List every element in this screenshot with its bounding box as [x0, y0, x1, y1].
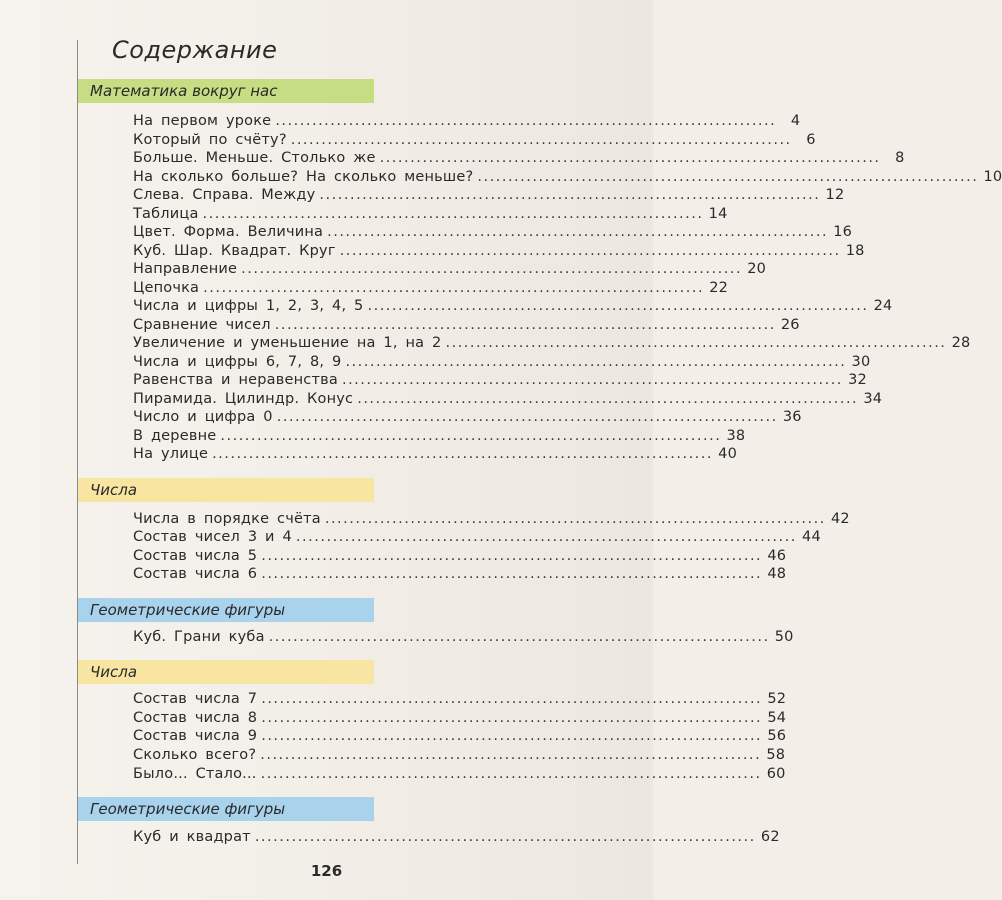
- toc-entry-title: На первом уроке: [133, 113, 272, 129]
- toc-entry: [133, 279, 729, 298]
- toc-entry-title: Куб и квадрат: [133, 829, 251, 845]
- toc-entry-page: 50: [774, 629, 794, 645]
- toc-entry-page: 10: [983, 169, 1002, 185]
- leader-dots: ..................................................................................: [261, 548, 763, 564]
- leader-dots: ..................................................................................: [477, 169, 979, 185]
- leader-dots: ..................................................................................: [339, 243, 841, 259]
- toc-entry-title: Направление: [133, 261, 238, 277]
- toc-entry: [133, 528, 821, 547]
- toc-entry-page: 30: [851, 354, 871, 370]
- section-heading-geometric-figures: Геометрические фигуры: [78, 797, 374, 821]
- leader-dots: ..................................................................................: [260, 747, 762, 763]
- leader-dots: ..................................................................................: [261, 710, 763, 726]
- leader-dots: ..................................................................................: [268, 629, 770, 645]
- toc-entry: [133, 149, 905, 168]
- leader-dots: ..................................................................................: [327, 224, 829, 240]
- leader-dots: ..................................................................................: [220, 428, 722, 444]
- toc-entry: [133, 297, 893, 316]
- leader-dots: ..................................................................................: [261, 728, 763, 744]
- toc-entry-page: 42: [830, 511, 850, 527]
- toc-entry-page: 60: [766, 766, 786, 782]
- toc-entry: [133, 628, 794, 647]
- toc-entry-page: 38: [726, 428, 746, 444]
- toc-entry-title: Равенства и неравенства: [133, 372, 338, 388]
- toc-entry-page: 52: [767, 691, 787, 707]
- toc-entry: [133, 131, 816, 150]
- leader-dots: ..................................................................................: [276, 409, 778, 425]
- toc-entry-title: Числа и цифры 6, 7, 8, 9: [133, 354, 342, 370]
- toc-entry: [133, 408, 802, 427]
- toc-entry-title: Состав числа 7: [133, 691, 258, 707]
- toc-entry-title: На улице: [133, 446, 209, 462]
- leader-dots: ..................................................................................: [445, 335, 947, 351]
- leader-dots: ..................................................................................: [357, 391, 859, 407]
- leader-dots: ..................................................................................: [379, 150, 881, 166]
- toc-entry-page: 4: [790, 113, 801, 129]
- toc-entry: [133, 186, 845, 205]
- section-heading-math-around-us: Математика вокруг нас: [78, 79, 374, 103]
- toc-entry-page: 46: [767, 548, 787, 564]
- leader-dots: ..................................................................................: [319, 187, 821, 203]
- section-heading-geometric-figures: Геометрические фигуры: [78, 598, 374, 622]
- section-heading-numbers: Числа: [78, 660, 374, 684]
- leader-dots: ..................................................................................: [261, 691, 763, 707]
- toc-entry: [133, 242, 865, 261]
- leader-dots: ..................................................................................: [324, 511, 826, 527]
- toc-entry-title: Числа в порядке счёта: [133, 511, 321, 527]
- toc-entry-title: Число и цифра 0: [133, 409, 273, 425]
- toc-entry-title: Сравнение чисел: [133, 317, 271, 333]
- toc-entry: [133, 746, 786, 765]
- toc-entry-title: Было... Стало...: [133, 766, 257, 782]
- leader-dots: ..................................................................................: [345, 354, 847, 370]
- leader-dots: ..................................................................................: [202, 206, 704, 222]
- toc-entry: [133, 565, 787, 584]
- leader-dots: ..................................................................................: [261, 566, 763, 582]
- toc-entry-page: 26: [780, 317, 800, 333]
- leader-dots: ..................................................................................: [290, 132, 792, 148]
- toc-entry-title: Таблица: [133, 206, 199, 222]
- toc-entry-page: 40: [718, 446, 738, 462]
- toc-entry: [133, 260, 767, 279]
- leader-dots: ..................................................................................: [212, 446, 714, 462]
- toc-entry-page: 16: [833, 224, 853, 240]
- toc-entry: [133, 727, 787, 746]
- page-number: 126: [310, 862, 343, 880]
- toc-entry-title: Состав числа 9: [133, 728, 258, 744]
- toc-entry-title: Сколько всего?: [133, 747, 257, 763]
- toc-entry: [133, 709, 787, 728]
- section-heading-numbers: Числа: [78, 478, 374, 502]
- leader-dots: ..................................................................................: [254, 829, 756, 845]
- toc-entry: [133, 828, 780, 847]
- toc-entry-page: 28: [951, 335, 971, 351]
- toc-entry-title: Куб. Грани куба: [133, 629, 265, 645]
- toc-entry-page: 32: [848, 372, 867, 388]
- toc-entry-title: Состав числа 6: [133, 566, 258, 582]
- toc-entry: [133, 427, 746, 446]
- toc-entry-title: Увеличение и уменьшение на 1, на 2: [133, 335, 442, 351]
- toc-entry-title: Состав чисел 3 и 4: [133, 529, 292, 545]
- toc-entry-page: 22: [709, 280, 729, 296]
- toc-entry: [133, 353, 871, 372]
- margin-rule: [77, 40, 78, 864]
- toc-entry-title: Цепочка: [133, 280, 200, 296]
- toc-entry-title: Состав числа 5: [133, 548, 258, 564]
- leader-dots: ..................................................................................: [260, 766, 762, 782]
- toc-entry-page: 36: [782, 409, 802, 425]
- toc-entry-page: 8: [895, 150, 905, 166]
- toc-entry-page: 18: [845, 243, 865, 259]
- toc-entry: [133, 445, 738, 464]
- toc-entry-page: 62: [760, 829, 780, 845]
- toc-entry-page: 44: [802, 529, 821, 545]
- toc-entry: [133, 112, 801, 131]
- toc-entry: [133, 371, 867, 390]
- toc-entry-title: Цвет. Форма. Величина: [133, 224, 324, 240]
- leader-dots: ..................................................................................: [275, 113, 777, 129]
- leader-dots: ..................................................................................: [274, 317, 776, 333]
- toc-entry-title: Пирамида. Цилиндр. Конус: [133, 391, 354, 407]
- toc-entry: [133, 205, 728, 224]
- leader-dots: ..................................................................................: [295, 529, 797, 545]
- page-title: Содержание: [112, 36, 278, 64]
- toc-entry-title: Числа и цифры 1, 2, 3, 4, 5: [133, 298, 364, 314]
- leader-dots: ..................................................................................: [203, 280, 705, 296]
- toc-entry: [133, 334, 971, 353]
- toc-entry-title: На сколько больше? На сколько меньше?: [133, 169, 474, 185]
- toc-entry-page: 20: [747, 261, 767, 277]
- toc-entry-page: 48: [767, 566, 787, 582]
- toc-entry: [133, 510, 850, 529]
- toc-entry-page: 24: [873, 298, 893, 314]
- toc-entry-title: Состав числа 8: [133, 710, 258, 726]
- toc-entry-page: 12: [825, 187, 845, 203]
- toc-entry-page: 54: [767, 710, 787, 726]
- toc-entry: [133, 765, 786, 784]
- toc-entry: [133, 390, 883, 409]
- toc-entry: [133, 547, 787, 566]
- toc-entry-page: 14: [708, 206, 728, 222]
- leader-dots: ..................................................................................: [341, 372, 843, 388]
- leader-dots: ..................................................................................: [241, 261, 743, 277]
- toc-entry: [133, 223, 853, 242]
- toc-entry-title: Слева. Справа. Между: [133, 187, 316, 203]
- toc-entry-title: Куб. Шар. Квадрат. Круг: [133, 243, 336, 259]
- toc-entry-page: 6: [806, 132, 816, 148]
- toc-entry-title: В деревне: [133, 428, 217, 444]
- toc-entry-page: 58: [766, 747, 786, 763]
- toc-entry-title: Больше. Меньше. Столько же: [133, 150, 376, 166]
- toc-entry: [133, 316, 800, 335]
- leader-dots: ..................................................................................: [367, 298, 869, 314]
- toc-entry-page: 56: [767, 728, 787, 744]
- toc-entry: [133, 690, 787, 709]
- toc-entry-title: Который по счёту?: [133, 132, 287, 148]
- toc-entry-page: 34: [863, 391, 883, 407]
- toc-entry: [133, 168, 1002, 187]
